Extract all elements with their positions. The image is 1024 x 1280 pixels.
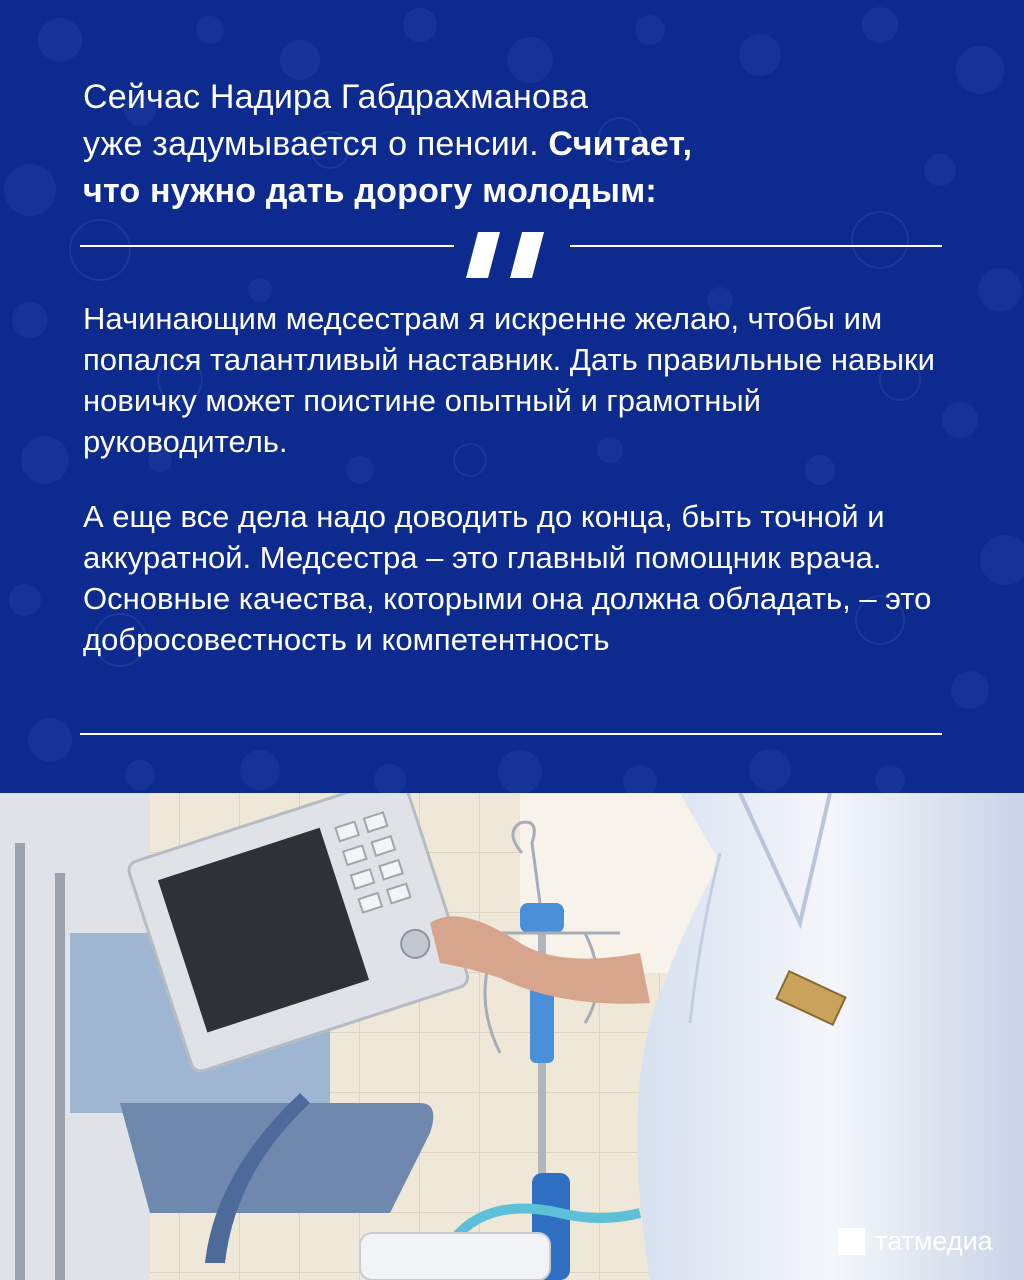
intro-line-2-regular: уже задумывается о пенсии.: [83, 125, 549, 163]
divider-left: [80, 245, 454, 247]
divider-right: [570, 245, 942, 247]
closing-quote-icon: [466, 232, 550, 278]
quote-paragraph-2: А еще все дела надо доводить до конца, быть точной и аккуратной. Медсестра – это главный помощник врача. Основные качества, которыми она должна обладать, – это добросовестность и компетентность: [83, 499, 932, 657]
quote-paragraph-1: Начинающим медсестрам я искренне желаю, чтобы им попался талантливый наставник. Дать правильные навыки новичку может поистине опытный и грамотный руководитель.: [83, 301, 935, 459]
photo-illustration: [0, 793, 1024, 1280]
divider-bottom: [80, 733, 942, 735]
brand-name: татмедиа: [875, 1226, 993, 1256]
intro-line-1: Сейчас Надира Габдрахманова: [83, 78, 589, 116]
intro-line-3: что нужно дать дорогу молодым:: [83, 172, 657, 210]
intro-text: [83, 74, 963, 215]
intro-line-2: [83, 121, 963, 168]
intro-line-2-bold: Считает,: [548, 125, 693, 163]
tatmedia-square-logo-icon: [838, 1228, 865, 1255]
tatmedia-logo: [838, 1226, 993, 1257]
photo-nurse-with-equipment: [0, 793, 1024, 1280]
